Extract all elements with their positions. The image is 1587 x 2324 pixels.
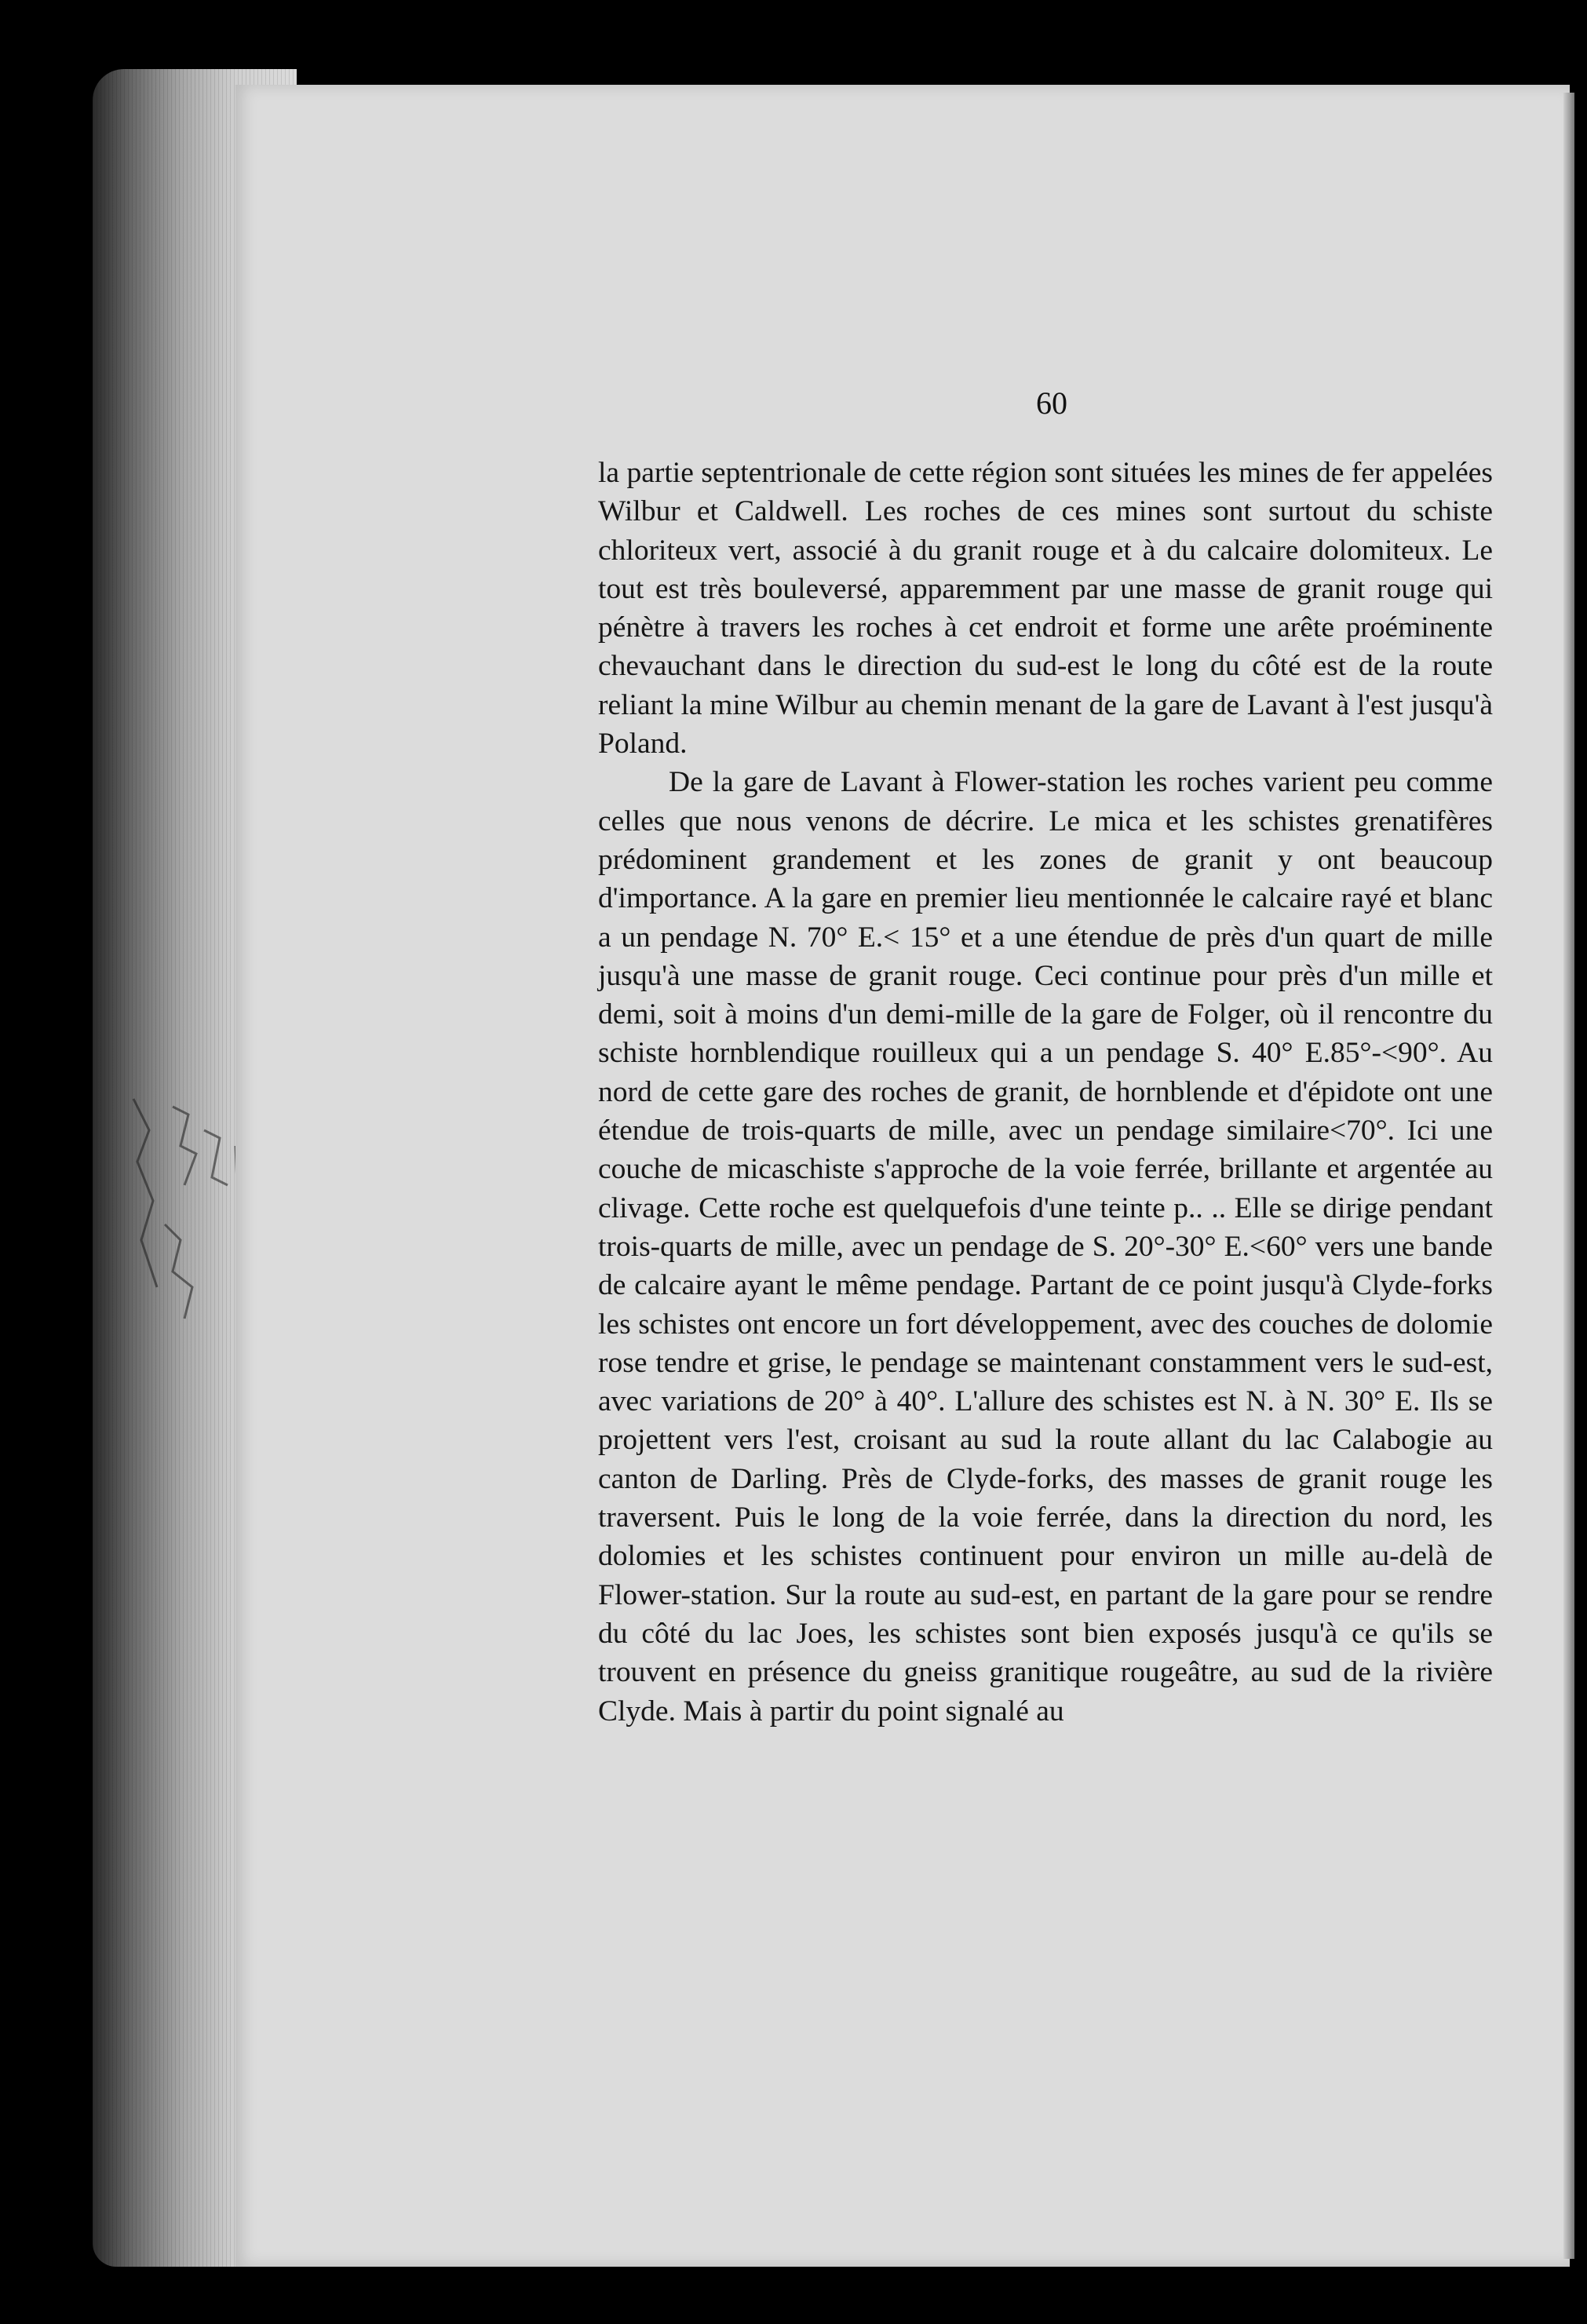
page-number: 60 <box>1036 385 1067 421</box>
body-text <box>598 454 1493 1731</box>
paragraph-1: la partie septentrionale de cette région sont situées les mines de fer appelées Wilbur et Caldwell. Les roches de ces mines sont surtout du schiste chloriteux vert, associé à du granit rouge et à du calcaire dolomiteux. Le tout est très bouleversé, apparemment par une masse de granit rouge qui pénètre à travers les roches à cet endroit et forme une arête proéminente chevauchant dans le direction du sud-est le long du côté est de la route reliant la mine Wilbur au chemin menant de la gare de Lavant à l'est jusqu'à Poland. <box>598 457 1493 761</box>
paragraph-2: De la gare de Lavant à Flower-station les roches varient peu comme celles que nous venons de décrire. Le mica et les schistes grenatifères prédominent grandement et les zones de granit y ont beaucoup d'importance. A la gare en premier lieu mentionnée le calcaire rayé et blanc a un pendage N. 70° E.< 15° et a une étendue de près d'un quart de mille jusqu'à une masse de granit rouge. Ceci continue pour près d'un mille et demi, soit à moins d'un demi-mille de la gare de Folger, où il rencontre du schiste hornblendique rouilleux qui a un pendage S. 40° E.85°-<90°. Au nord de cette gare des roches de granit, de hornblende et d'épidote ont une étendue de trois-quarts de mille, avec un pendage similaire<70°. Ici une couche de micaschiste s'approche de la voie ferrée, brillante et argentée au clivage. Cette roche est quelquefois d'une teinte p.. .. Elle se dirige pendant trois-quarts de mille, avec un pendage de S. 20°-30° E.<60° vers une bande de calcaire ayant le même pendage. Partant de ce point jusqu'à Clyde-forks les schistes ont encore un fort développement, avec des couches de dolomie rose tendre et grise, le pendage se maintenant constamment vers le sud-est, avec variations de 20° à 40°. L'allure des schistes est N. à N. 30° E. Ils se projettent vers l'est, croisant au sud la route allant du lac Calabogie au canton de Darling. Près de Clyde-forks, des masses de granit rouge les traversent. Puis le long de la voie ferrée, dans la direction du nord, les dolomies et les schistes continuent pour environ un mille au-delà de Flower-station. Sur la route au sud-est, en partant de la gare pour se rendre du côté du lac Joes, les schistes sont bien exposés jusqu'à ce qu'ils se trouvent en présence du gneiss granitique rougeâtre, au sud de la rivière Clyde. Mais à partir du point signalé au <box>598 766 1493 1727</box>
page-right-edge <box>1563 93 1574 2259</box>
